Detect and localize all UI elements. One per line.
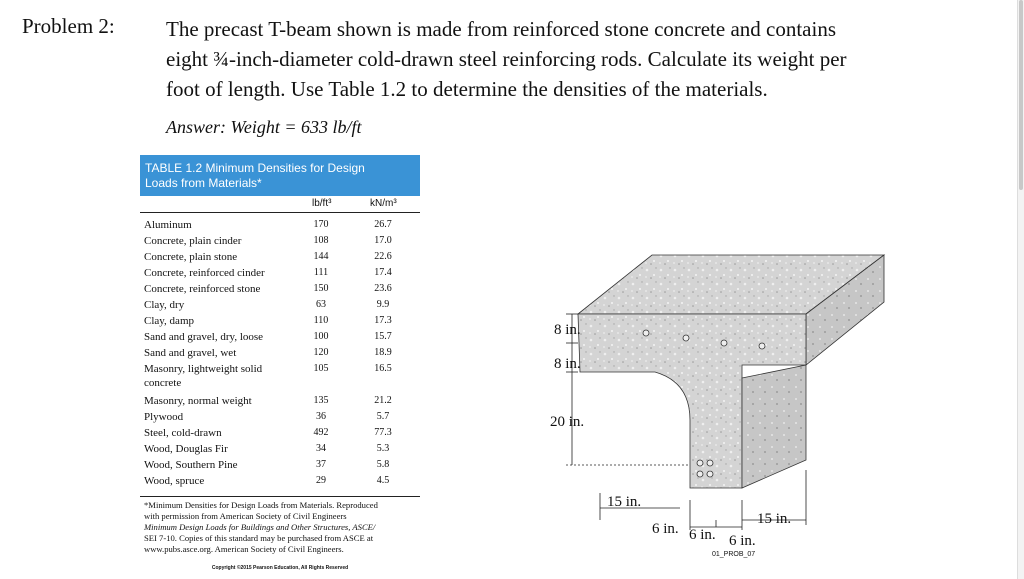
footnote-line: *Minimum Densities for Design Loads from Materials. Reproduced xyxy=(144,500,378,510)
dim-bottom-1: 6 in. xyxy=(652,521,679,537)
table-copyright: Copyright ©2015 Pearson Education, All Rights Reserved xyxy=(211,565,349,571)
rebar xyxy=(759,343,765,349)
table-row-name: Sand and gravel, dry, loose xyxy=(144,331,264,343)
table-row-kn: 26.7 xyxy=(374,219,392,230)
table-row-lb: 36 xyxy=(316,411,326,422)
table-title-line-1: TABLE 1.2 Minimum Densities for Design xyxy=(145,161,365,175)
dim-bottom-3: 6 in. xyxy=(729,533,756,549)
table-row-lb: 63 xyxy=(316,299,326,310)
table-row-kn: 9.9 xyxy=(376,299,390,310)
table-row-kn: 4.5 xyxy=(376,475,390,486)
table-row-lb: 150 xyxy=(313,283,329,294)
table-row-name: Plywood xyxy=(144,411,184,423)
table-row-lb: 111 xyxy=(313,267,329,278)
table-row-lb: 108 xyxy=(313,235,329,246)
dim-flange-mid: 8 in. xyxy=(554,356,581,372)
rebar xyxy=(707,460,713,466)
table-row-name: Wood, Douglas Fir xyxy=(144,443,228,455)
table-row-kn: 5.7 xyxy=(376,411,390,422)
table-row-lb: 170 xyxy=(313,219,329,230)
rebar xyxy=(683,335,689,341)
table-row-name: Masonry, normal weight xyxy=(144,395,252,407)
table-row-lb: 105 xyxy=(313,363,329,374)
table-title-line-2: Loads from Materials* xyxy=(145,176,262,190)
table-row-lb: 34 xyxy=(316,443,326,454)
table-row-name: Concrete, reinforced cinder xyxy=(144,267,265,279)
table-row-lb: 492 xyxy=(313,427,329,438)
table-row-name: Concrete, plain cinder xyxy=(144,235,242,247)
rebar xyxy=(707,471,713,477)
table-row-kn: 21.2 xyxy=(374,395,392,406)
dim-bottom-2: 6 in. xyxy=(689,527,716,543)
problem-line-2: eight ¾-inch-diameter cold-drawn steel reinforcing rods. Calculate its weight per xyxy=(166,47,847,71)
table-row-kn: 17.3 xyxy=(374,315,392,326)
rebar xyxy=(697,460,703,466)
table-row-name: Wood, Southern Pine xyxy=(144,459,238,471)
answer-text: Answer: Weight = 633 lb/ft xyxy=(166,117,362,137)
problem-label: Problem 2: xyxy=(22,14,115,38)
problem-line-3: foot of length. Use Table 1.2 to determine the densities of the materials. xyxy=(166,77,768,101)
rebar xyxy=(697,471,703,477)
table-row-lb: 100 xyxy=(313,331,329,342)
table-row-kn: 17.0 xyxy=(374,235,392,246)
figure-code: 01_PROB_07 xyxy=(712,551,756,558)
dim-left-overhang: 15 in. xyxy=(607,494,642,510)
table-row-kn: 16.5 xyxy=(374,363,392,374)
table-row-name: Concrete, reinforced stone xyxy=(144,283,261,295)
table-row-name: Clay, dry xyxy=(144,299,185,311)
table-row-kn: 17.4 xyxy=(374,267,392,278)
col-header-kn: kN/m³ xyxy=(370,198,397,209)
footnote-line: Minimum Design Loads for Buildings and Other Structures, ASCE/ xyxy=(144,522,376,532)
footnote-line: www.pubs.asce.org. American Society of Civil Engineers. xyxy=(144,544,344,554)
table-row-kn: 5.8 xyxy=(376,459,390,470)
footnote-line: with permission from American Society of Civil Engineers xyxy=(144,511,347,521)
dim-web-height: 20 in. xyxy=(550,414,585,430)
web-side-face xyxy=(742,365,806,488)
table-row-name: Sand and gravel, wet xyxy=(144,347,237,359)
table-row-kn: 77.3 xyxy=(374,427,392,438)
table-row-lb: 29 xyxy=(316,475,326,486)
table-row-kn: 15.7 xyxy=(374,331,392,342)
table-row-name: Masonry, lightweight solid xyxy=(144,363,263,375)
table-row-name: Clay, damp xyxy=(144,315,194,327)
dim-right-overhang: 15 in. xyxy=(757,511,792,527)
table-row-lb: 120 xyxy=(313,347,329,358)
dim-flange-top: 8 in. xyxy=(554,322,581,338)
footnote-line: SEI 7-10. Copies of this standard may be purchased from ASCE at xyxy=(144,533,374,543)
rebar xyxy=(721,340,727,346)
col-header-lb: lb/ft³ xyxy=(312,198,332,209)
problem-line-1: The precast T-beam shown is made from reinforced stone concrete and contains xyxy=(166,17,837,41)
table-row-name: concrete xyxy=(144,377,182,389)
table-row-name: Aluminum xyxy=(144,219,192,231)
table-row-kn: 18.9 xyxy=(374,347,392,358)
table-row-kn: 5.3 xyxy=(376,443,390,454)
table-row-lb: 135 xyxy=(313,395,329,406)
rebar xyxy=(643,330,649,336)
table-row-kn: 22.6 xyxy=(374,251,392,262)
table-row-name: Steel, cold-drawn xyxy=(144,427,222,439)
table-row-lb: 144 xyxy=(313,251,329,262)
table-row-lb: 37 xyxy=(316,459,326,470)
table-row-lb: 110 xyxy=(313,315,329,326)
table-row-kn: 23.6 xyxy=(374,283,392,294)
table-row-name: Concrete, plain stone xyxy=(144,251,238,263)
table-row-name: Wood, spruce xyxy=(144,475,205,487)
